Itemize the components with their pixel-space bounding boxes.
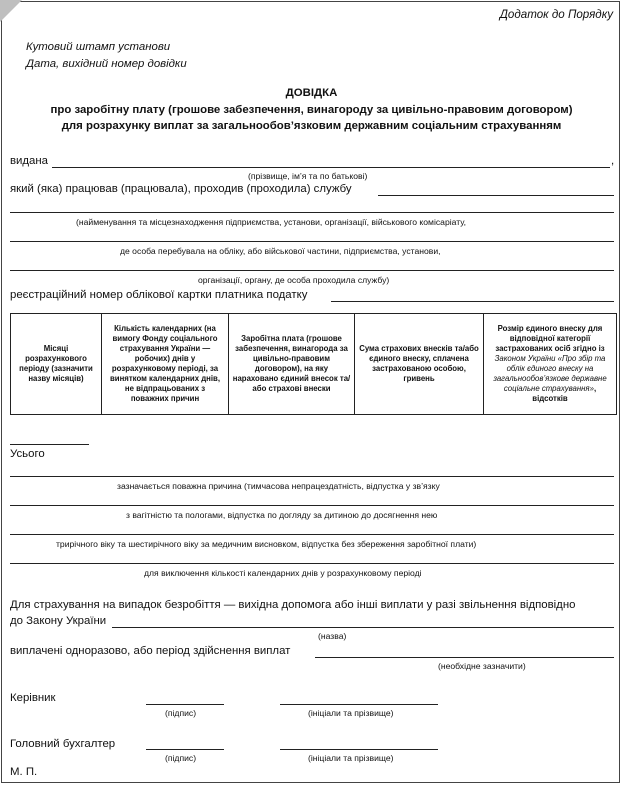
chief-accountant-label: Головний бухгалтер: [10, 738, 116, 750]
law-name-field[interactable]: [112, 627, 614, 628]
unemployment-line-3: виплачені одноразово, або період здійснення виплат: [10, 645, 291, 657]
reason-hint-4: для виключення кількості календарних днів у розрахунковому періоді: [144, 568, 422, 578]
accountant-signature-hint: (підпис): [165, 753, 197, 763]
stamp-place-label: М. П.: [10, 766, 38, 778]
annex-label: Додаток до Порядку: [499, 8, 613, 21]
reason-hint-3: трирічного віку та шестирічного віку за медичним висновком, відпустка без збереження заробітної плати): [56, 539, 477, 549]
total-separator: [10, 444, 89, 445]
reason-field-3[interactable]: [10, 534, 614, 535]
accountant-signature-field[interactable]: [146, 749, 224, 750]
head-signature-field[interactable]: [146, 704, 224, 705]
table-header-contributions: Сума страхових внесків та/або єдиного внеску, сплачена застрахованою особою, гривень: [355, 314, 484, 415]
worked-label: який (яка) працював (працювала), проходив (проходила) службу: [10, 183, 352, 195]
head-name-field[interactable]: [280, 704, 438, 705]
rate-law-text: Законом України «Про збір та облік єдиного внеску на загальнообов’язкове державне соціальне страхування»: [493, 354, 607, 393]
total-label: Усього: [10, 448, 45, 460]
reason-field-4[interactable]: [10, 563, 614, 564]
worked-field-3[interactable]: [10, 241, 614, 242]
rate-text-c: , відсотків: [532, 383, 597, 403]
worked-field-1[interactable]: [378, 195, 614, 196]
page-curl-icon: [0, 0, 22, 22]
issued-label: видана: [10, 155, 49, 167]
head-signature-hint: (підпис): [165, 708, 197, 718]
worked-hint-1: (найменування та місцезнаходження підприємства, установи, організації, військового комісаріату,: [76, 217, 467, 227]
table-header-row: [11, 314, 617, 415]
table-header-days: Кількість календарних (на вимогу Фонду соціального страхування України — робочих) днів у розрахунковому періоді, за винятком календарних днів, не відпрацьованих з поважних причин: [102, 314, 229, 415]
doc-title: ДОВІДКА: [285, 87, 338, 99]
accountant-name-field[interactable]: [280, 749, 438, 750]
issued-field[interactable]: [52, 167, 610, 168]
reason-field-1[interactable]: [10, 476, 614, 477]
reg-number-field[interactable]: [331, 301, 614, 302]
stamp-label: Кутовий штамп установи: [26, 41, 171, 53]
unemployment-line-1: Для страхування на випадок безробіття — вихідна допомога або інші виплати у разі звільнення відповідно: [10, 599, 576, 611]
worked-field-4[interactable]: [10, 270, 614, 271]
doc-subtitle-2: для розрахунку виплат за загальнообов’язковим державним соціальним страхуванням: [61, 120, 562, 132]
worked-hint-3: організації, органу, де особа проходила службу): [198, 275, 390, 285]
payment-period-field[interactable]: [315, 657, 614, 658]
salary-table: [10, 313, 617, 415]
reason-hint-1: зазначається поважна причина (тимчасова непрацездатність, відпустка у зв’язку: [117, 481, 440, 491]
worked-field-2[interactable]: [10, 212, 614, 213]
head-label: Керівник: [10, 692, 56, 704]
reg-number-label: реєстраційний номер облікової картки платника податку: [10, 289, 308, 301]
unemployment-line-2: до Закону України: [10, 615, 107, 627]
table-header-salary: Заробітна плата (грошове забезпечення, винагорода за цивільно-правовим договором), на яку нараховано єдиний внесок та/або страхові внески: [229, 314, 355, 415]
issued-hint: (прізвище, ім’я та по батькові): [248, 171, 368, 181]
payment-period-hint: (необхідне зазначити): [438, 661, 526, 671]
date-number-label: Дата, вихідний номер довідки: [26, 58, 187, 70]
rate-text-a: Розмір єдиного внеску для відповідної категорії застрахованих осіб згідно із: [495, 324, 605, 354]
head-name-hint: (ініціали та прізвище): [308, 708, 394, 718]
table-header-months: Місяці розрахункового періоду (зазначити назву місяців): [11, 314, 102, 415]
law-name-hint: (назва): [318, 631, 347, 641]
worked-hint-2: де особа перебувала на обліку, або військової частини, підприємства, установи,: [120, 246, 441, 256]
issued-comma: ,: [611, 155, 615, 167]
doc-subtitle-1: про заробітну плату (грошове забезпечення, винагороду за цивільно-правовим договором): [50, 104, 573, 116]
reason-hint-2: з вагітністю та пологами, відпустка по догляду за дитиною до досягнення нею: [126, 510, 438, 520]
reason-field-2[interactable]: [10, 505, 614, 506]
accountant-name-hint: (ініціали та прізвище): [308, 753, 394, 763]
table-header-rate: [484, 314, 617, 415]
